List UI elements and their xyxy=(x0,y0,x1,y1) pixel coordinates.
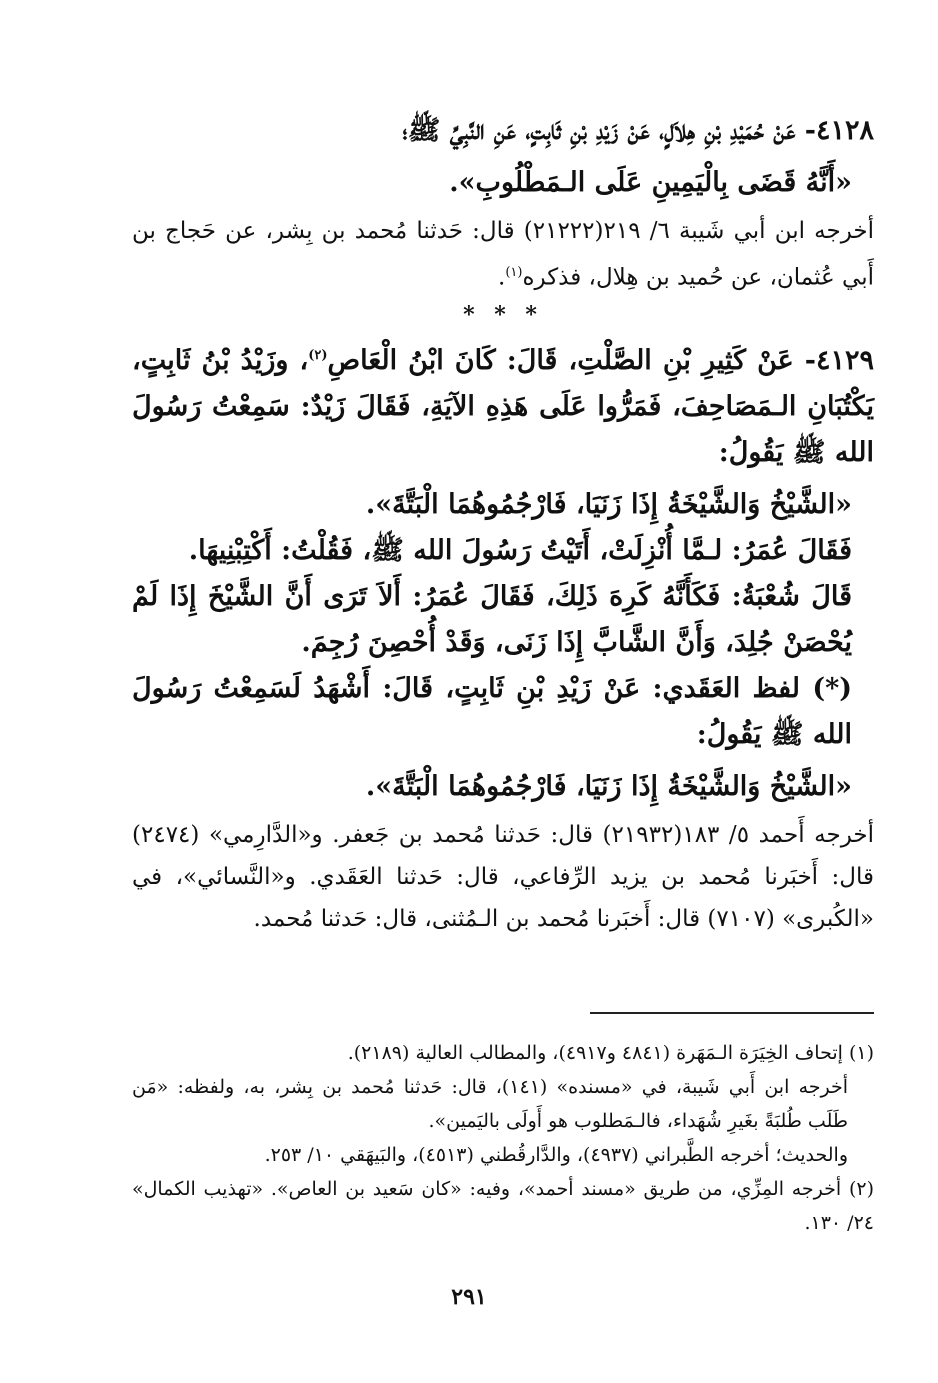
footnote-1-detail: أخرجه ابن أَبي شَيبة، في «مسنده» (١٤١)، قال: حَدثنا مُحمد بن بِشر، به، ولفظه: «مَن طَلَب طُلبَةً بغَيرِ شُهَداء، فالـمَطلوب هو أَولَى باليَمين». xyxy=(132,1076,849,1132)
hadith-4129-para-3: (*) لفظ العَقَدي: عَنْ زَيْدِ بْنِ ثَابِتٍ، قَالَ: أَشْهَدُ لَسَمِعْتُ رَسُولَ الله ﷺ يَقُولُ: xyxy=(132,672,852,750)
hadith-4128-takhrij: أخرجه ابن أبي شَيبة ٦/ ٢١٩(٢١٢٢٢) قال: حَدثنا مُحمد بن بِشر، عن حَجاج بن أَبي عُثمان، عن حُميد بن هِلال، فذكره$^{(١)}$. xyxy=(132,218,874,291)
hadith-4129-takhrij: أخرجه أَحمد ٥/ ١٨٣(٢١٩٣٢) قال: حَدثنا مُحمد بن جَعفر. و«الدَّارِمي» (٢٤٧٤) قال: أَخبَرنا مُحمد بن يزيد الرِّفاعي، قال: حَدثنا العَقَدي. و«النَّسائي»، في «الكُبرى» (٧١٠٧) قال: أَخبَرنا مُحمد بن الـمُثنى، قال: حَدثنا مُحمد. xyxy=(132,821,875,932)
hadith-4128 xyxy=(132,108,874,154)
hadith-4129-para-1: فَقَالَ عُمَرُ: لـمَّا أُنْزِلَتْ، أَتَيْتُ رَسُولَ الله ﷺ، فَقُلْتُ: أَكْتِبْنِيهَا. xyxy=(188,534,852,566)
hadith-4129-matn-1: «الشَّيْخُ وَالشَّيْخَةُ إِذَا زَنَيَا، فَارْجُمُوهُمَا الْبَتَّةَ». xyxy=(365,488,852,520)
footnote-2: (٢) أخرجه المِزِّي، من طريق «مسند أحمد»، وفيه: «كان سَعيد بن العاص». «تهذيب الكمال» ٢٤/ ١٣٠. xyxy=(132,1178,874,1234)
hadith-4129-text-a: ٤١٢٩- عَنْ كَثِيرِ بْنِ الصَّلْتِ، قَالَ: كَانَ ابْنُ الْعَاصِ xyxy=(327,344,875,376)
footnote-1: (١) إتحاف الخِيَرَة الـمَهَرة (٤٨٤١ و٤٩١٧)، والمطالب العالية (٢١٨٩). xyxy=(347,1042,874,1064)
hadith-4129-matn-2: «الشَّيْخُ وَالشَّيْخَةُ إِذَا زَنَيَا، فَارْجُمُوهُمَا الْبَتَّةَ». xyxy=(365,770,852,802)
footnote-divider xyxy=(590,1012,874,1014)
hadith-4129-text-b: ، وزَيْدُ بْنُ ثَابِتٍ، يَكْتُبَانِ الـمَصَاحِفَ، فَمَرُّوا عَلَى هَذِهِ الآيَةِ، فَقَالَ زَيْدٌ: سَمِعْتُ رَسُولَ الله ﷺ يَقُولُ: xyxy=(132,344,874,468)
footnotes xyxy=(132,1036,874,1240)
hadith-4128-takhrij-text: أخرجه ابن أبي شَيبة ٦/ ٢١٩(٢١٢٢٢) قال: حَدثنا مُحمد بن بِشر، عن حَجاج بن أَبي عُثمان، عن حُميد بن هِلال، فذكره xyxy=(132,218,874,291)
footnote-1-extra: والحديث؛ أخرجه الطَّبراني (٤٩٣٧)، والدَّارقُطني (٤٥١٣)، والبَيهَقي ١٠/ ٢٥٣. xyxy=(264,1144,848,1166)
hadith-4128-text: ٤١٢٨- عَنْ حُمَيْدِ بْنِ هِلاَلٍ، عَنْ زَيْدِ بْنِ ثَابِتٍ، عَنِ النَّبِيِّ ﷺ؛ xyxy=(402,115,874,146)
main-text xyxy=(132,108,874,940)
hadith-4128-matn: «أَنَّهُ قَضَى بِالْيَمِينِ عَلَى الـمَطْلُوبِ». xyxy=(449,167,852,198)
footnote-ref-1[interactable]: (١) xyxy=(505,265,523,280)
hadith-4129 xyxy=(132,333,874,476)
hadith-4129-para-2: قَالَ شُعْبَةُ: فَكَأَنَّهُ كَرِهَ ذَلِكَ، فَقَالَ عُمَرُ: أَلاَ تَرَى أَنَّ الشَّيْخَ إِذَا لَمْ يُحْصَنْ جُلِدَ، وَأَنَّ الشَّابَّ إِذَا زَنَى، وَقَدْ أُحْصِنَ رُجِمَ. xyxy=(132,580,852,658)
page-number: ٢٩١ xyxy=(451,1284,487,1310)
footnote-ref-2[interactable]: (٢) xyxy=(308,347,328,363)
separator: * * * xyxy=(463,301,543,328)
